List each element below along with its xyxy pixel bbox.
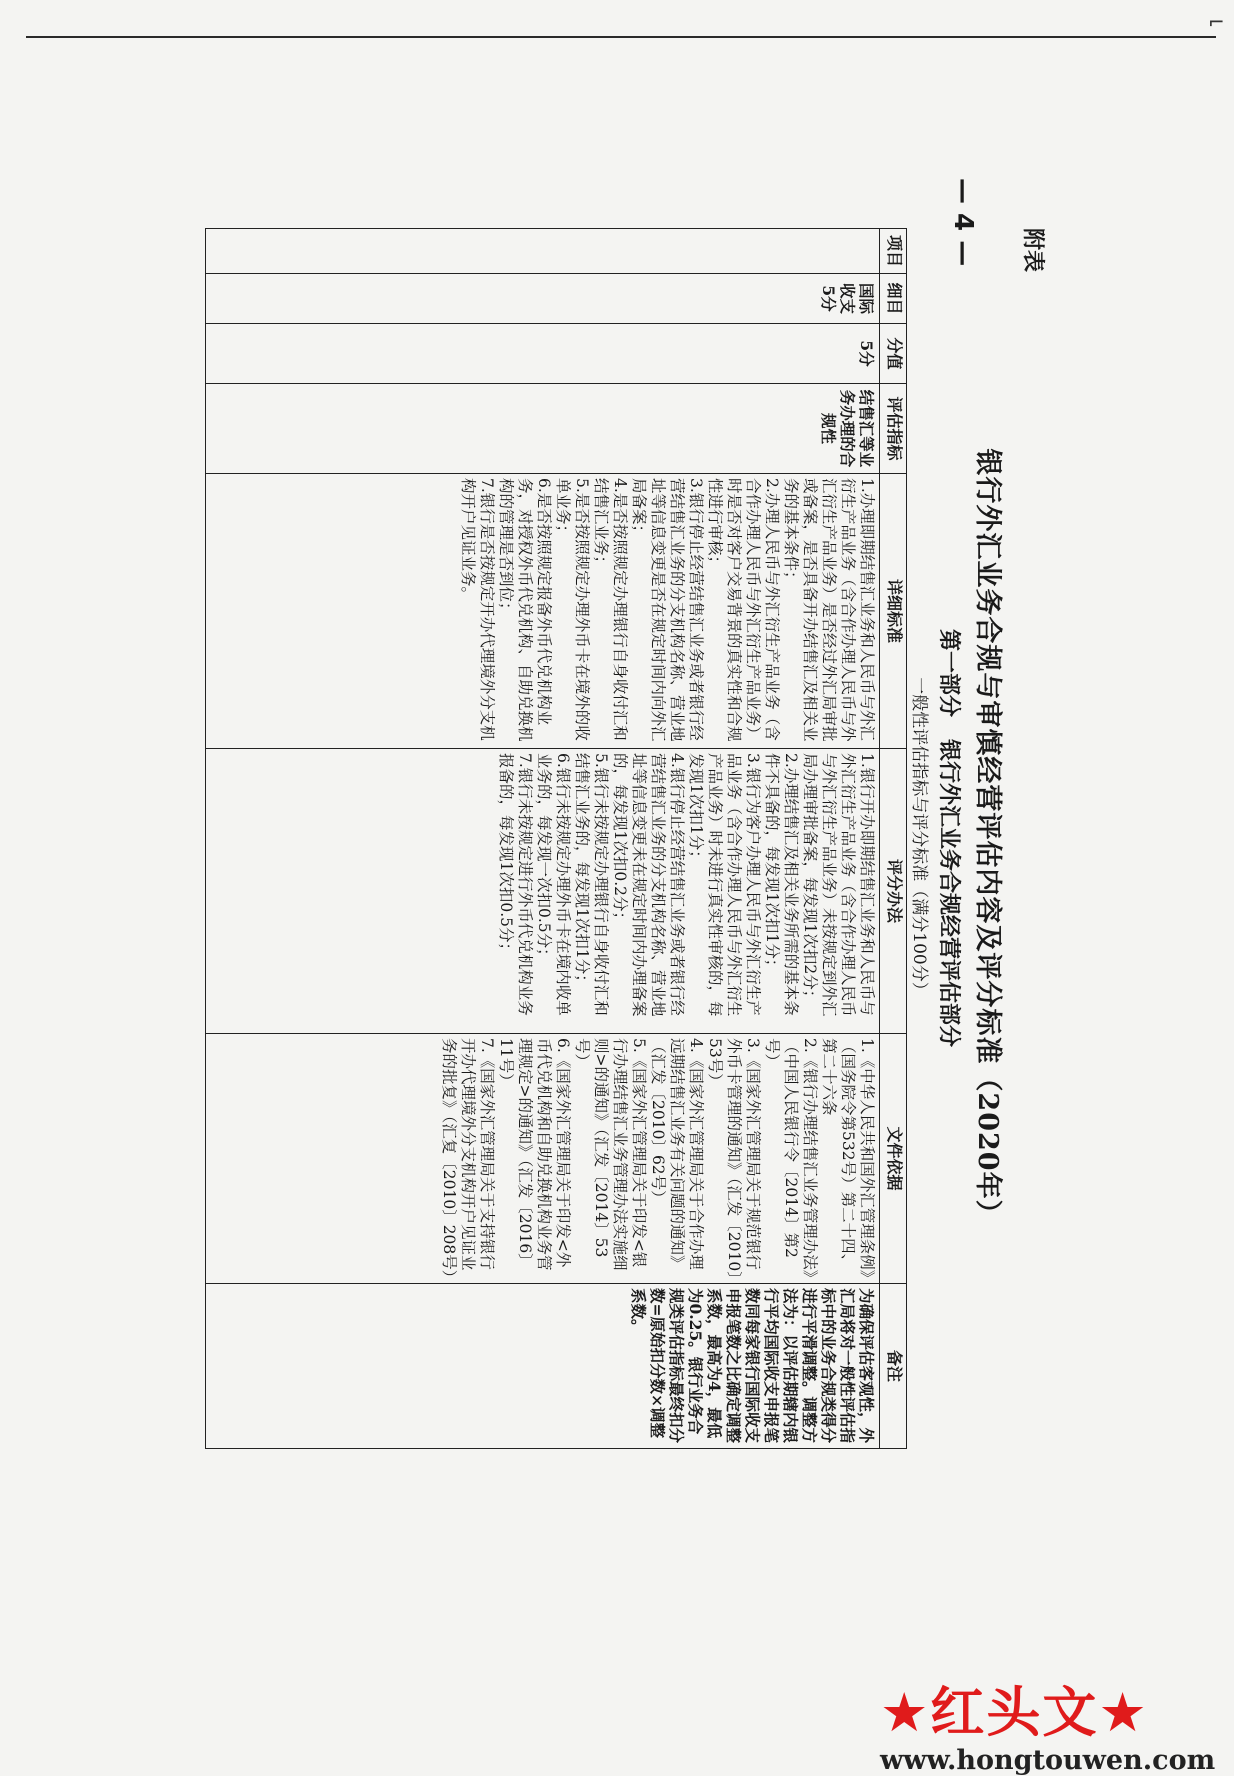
part-title: 第一部分 银行外汇业务合规经营评估部分 xyxy=(936,628,962,1047)
detail-1: 1.办理即期结售汇业务和人民币与外汇衍生产品业务（含合作办理人民币与外汇衍生产品业务）是否经过外汇局审批或备案，是否具备开办结售汇及相关业务的基本条件； xyxy=(782,478,876,742)
cell-subitem: 国际收支5分 xyxy=(206,274,880,324)
header-scoring: 评分办法 xyxy=(880,749,907,1034)
detail-5: 5.是否按照规定办理外币卡在境外的收单业务； xyxy=(554,478,591,741)
cell-indicator: 结售汇等业务办理的合规性 xyxy=(206,384,880,474)
basis-1: 1.《中华人民共和国外汇管理条例》（国务院令第532号）第二十四、第二十六条 xyxy=(820,1038,876,1278)
attachment-label: 附表 xyxy=(1020,228,1046,273)
page-number: — 4 — xyxy=(948,178,978,267)
cell-score: 5分 xyxy=(206,324,880,384)
detail-7: 7.银行是否按规定开办代理境外分支机构开户见证业务。 xyxy=(459,478,496,741)
scoring-1: 1.银行开办即期结售汇业务和人民币与外汇衍生产品业务（含合作办理人民币与外汇衍生产品业务）未按规定到外汇局办理审批备案，每发现1次扣2分； xyxy=(801,753,876,1017)
basis-7: 7.《国家外汇管理局关于支持银行开办代理境外分支机构开户见证业务的批复》（汇复〔2010〕208号） xyxy=(440,1038,496,1286)
cell-item xyxy=(206,229,880,274)
document-title: 银行外汇业务合规与审慎经营评估内容及评分标准（2020年） xyxy=(972,448,1003,1228)
header-subitem: 细目 xyxy=(880,274,907,324)
detail-3: 3.银行停止经营结售汇业务或者银行经营结售汇业务的分支机构名称、营业地址等信息变更是否在规定时间内向外汇局备案； xyxy=(630,478,705,742)
cell-scoring xyxy=(206,749,880,1034)
watermark-url[interactable]: www.hongtouwen.com xyxy=(880,1745,1216,1776)
detail-4: 4.是否按照规定办理银行自身收付汇和结售汇业务； xyxy=(592,478,629,741)
basis-3: 3.《国家外汇管理局关于规范银行外币卡管理的通知》（汇发〔2010〕53号） xyxy=(706,1038,762,1279)
scoring-2: 2.办理结售汇及相关业务所需的基本条件不具备的，每发现1次扣1分； xyxy=(763,753,800,1016)
header-remarks: 备注 xyxy=(880,1284,907,1449)
part-subtitle: 一般性评估指标与评分标准（满分100分） xyxy=(909,677,929,999)
basis-2: 2.《银行办理结售汇业务管理办法》（中国人民银行令〔2014〕第2号） xyxy=(763,1038,819,1278)
scoring-5: 5.银行未按规定办理银行自身收付汇和结售汇业务的，每发现1次扣1分； xyxy=(573,753,610,1016)
scoring-7: 7.银行未按规定进行外币代兑机构业务报备的，每发现1次扣0.5分； xyxy=(497,753,534,1016)
rotated-page-content xyxy=(205,228,1050,1448)
header-basis: 文件依据 xyxy=(880,1034,907,1284)
cell-basis xyxy=(206,1034,880,1284)
basis-5: 5.《国家外汇管理局关于印发<银行办理结售汇业务管理办法实施细则>的通知》（汇发〔2014〕53号） xyxy=(573,1038,648,1271)
header-item: 项目 xyxy=(880,229,907,274)
detail-6: 6.是否按照规定报备外币代兑机构业务，对授权外币代兑机构、自助兑换机构的管理是否到位； xyxy=(497,478,553,742)
assessment-table xyxy=(205,228,907,1449)
basis-4: 4.《国家外汇管理局关于合作办理远期结售汇业务有关问题的通知》（汇发〔2010〕62号） xyxy=(649,1038,705,1271)
scoring-4: 4.银行停止经营结售汇业务或者银行经营结售汇业务的分支机构名称、营业地址等信息变更未在规定时间内办理备案的，每发现1次扣0.2分； xyxy=(611,753,686,1017)
scan-corner-mark: ⌐ xyxy=(1208,10,1225,34)
header-details: 详细标准 xyxy=(880,474,907,749)
basis-6: 6.《国家外汇管理局关于印发<外币代兑机构和自助兑换机构业务管理规定>的通知》（汇发〔2016〕11号） xyxy=(497,1038,572,1271)
scoring-3: 3.银行为客户办理人民币与外汇衍生产品业务（含合作办理人民币与外汇衍生产品业务）时未进行真实性审核的，每发现1次扣1分； xyxy=(687,753,762,1017)
cell-details xyxy=(206,474,880,749)
watermark-title: ★红头文★ xyxy=(880,1681,1149,1744)
top-rule xyxy=(26,36,1216,38)
scoring-6: 6.银行未按规定办理外币卡在境内收单业务的，每发现一次扣0.5分； xyxy=(535,753,572,1016)
site-watermark xyxy=(880,1670,1220,1776)
header-indicator: 评估指标 xyxy=(880,384,907,474)
header-score: 分值 xyxy=(880,324,907,384)
detail-2: 2.办理人民币与外汇衍生产品业务（含合作办理人民币与外汇衍生产品业务）时是否对客户交易背景的真实性和合规性进行审核； xyxy=(706,478,781,742)
table-header-row xyxy=(880,229,907,1449)
cell-remarks: 为确保评估客观性，外汇局将对一般性评估指标中的业务合规类得分进行平滑调整。调整方法为：以评估期辖内银行平均国际收支申报笔数同每家银行国际收支申报笔数之比确定调整系数，最高为4，最低为0.25。银行业务合规类评估指标最终扣分数=原始扣分数×调整系数。 xyxy=(206,1284,880,1449)
table-row xyxy=(206,229,880,1449)
